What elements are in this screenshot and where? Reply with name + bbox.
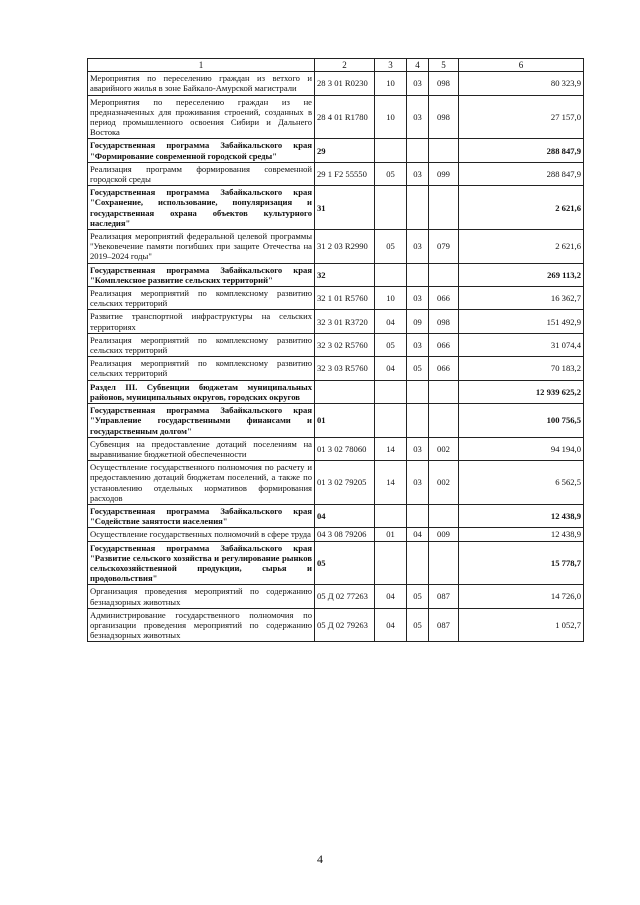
row-section-cell [375,380,407,403]
row-vr-cell: 002 [429,461,459,505]
row-name-cell: Государственная программа Забайкальского края "Управление государственными финансами и государственным долгом" [88,404,315,438]
row-vr-cell: 066 [429,333,459,356]
row-amount-cell: 70 183,2 [459,357,584,380]
row-code-cell: 29 1 F2 55550 [315,162,375,185]
table-row [88,504,584,527]
table-header-row [88,59,584,72]
row-name-cell: Реализация мероприятий по комплексному развитию сельских территорий [88,357,315,380]
column-header: 6 [459,59,584,72]
table-row [88,287,584,310]
column-header: 2 [315,59,375,72]
row-amount-cell: 288 847,9 [459,162,584,185]
row-subsection-cell: 03 [407,230,429,264]
row-code-cell: 01 3 02 79205 [315,461,375,505]
row-section-cell: 05 [375,333,407,356]
row-name-cell: Реализация мероприятий федеральной целевой программы "Увековечение памяти погибших при защите Отечества на 2019–2024 годы" [88,230,315,264]
row-subsection-cell [407,263,429,286]
row-name-cell: Раздел III. Субвенции бюджетам муниципальных районов, муниципальных округов, городских округов [88,380,315,403]
row-subsection-cell: 03 [407,72,429,95]
page-number: 4 [317,852,323,866]
row-section-cell: 05 [375,162,407,185]
row-section-cell: 14 [375,437,407,460]
table-row [88,437,584,460]
row-subsection-cell [407,139,429,162]
row-amount-cell: 100 756,5 [459,404,584,438]
row-code-cell: 05 Д 02 77263 [315,585,375,608]
row-code-cell: 32 3 02 R5760 [315,333,375,356]
row-section-cell: 10 [375,95,407,139]
row-name-cell: Осуществление государственных полномочий в сфере труда [88,528,315,541]
table-row [88,162,584,185]
row-vr-cell [429,404,459,438]
row-amount-cell: 2 621,6 [459,186,584,230]
row-vr-cell: 066 [429,287,459,310]
table-row [88,380,584,403]
row-section-cell [375,263,407,286]
row-code-cell: 32 1 01 R5760 [315,287,375,310]
row-subsection-cell: 03 [407,461,429,505]
row-name-cell: Государственная программа Забайкальского края "Сохранение, использование, популяризация и государственная охрана объектов культурного наследия" [88,186,315,230]
row-subsection-cell [407,504,429,527]
row-name-cell: Государственная программа Забайкальского края "Развитие сельского хозяйства и регулирование рынков сельскохозяйственной продукции, сырья и продовольствия" [88,541,315,585]
row-name-cell: Мероприятия по переселению граждан из ветхого и аварийного жилья в зоне Байкало-Амурской магистрали [88,72,315,95]
row-amount-cell: 12 939 625,2 [459,380,584,403]
row-code-cell: 28 4 01 R1780 [315,95,375,139]
row-subsection-cell: 05 [407,585,429,608]
row-code-cell: 04 3 08 79206 [315,528,375,541]
row-vr-cell [429,186,459,230]
row-code-cell: 32 3 01 R3720 [315,310,375,333]
row-section-cell: 04 [375,608,407,642]
row-name-cell: Государственная программа Забайкальского края "Содействие занятости населения" [88,504,315,527]
row-name-cell: Организация проведения мероприятий по содержанию безнадзорных животных [88,585,315,608]
row-name-cell: Реализация мероприятий по комплексному развитию сельских территорий [88,287,315,310]
row-vr-cell [429,139,459,162]
row-section-cell [375,504,407,527]
row-name-cell: Мероприятия по переселению граждан из не предназначенных для проживания строений, созданных в период промышленного освоения Сибири и Дальнего Востока [88,95,315,139]
row-amount-cell: 31 074,4 [459,333,584,356]
row-section-cell [375,541,407,585]
row-section-cell [375,404,407,438]
row-amount-cell: 80 323,9 [459,72,584,95]
row-subsection-cell [407,404,429,438]
table-row [88,263,584,286]
row-section-cell: 10 [375,72,407,95]
row-code-cell: 29 [315,139,375,162]
table-row [88,585,584,608]
row-vr-cell [429,541,459,585]
row-amount-cell: 288 847,9 [459,139,584,162]
row-code-cell: 05 Д 02 79263 [315,608,375,642]
row-amount-cell: 151 492,9 [459,310,584,333]
row-code-cell: 31 [315,186,375,230]
row-section-cell: 10 [375,287,407,310]
table-row [88,528,584,541]
row-name-cell: Администрирование государственного полномочия по организации проведения мероприятий по содержанию безнадзорных животных [88,608,315,642]
row-section-cell: 05 [375,230,407,264]
table-row [88,72,584,95]
row-code-cell: 01 3 02 78060 [315,437,375,460]
row-section-cell: 04 [375,357,407,380]
row-name-cell: Реализация программ формирования современной городской среды [88,162,315,185]
table-row [88,541,584,585]
column-header: 4 [407,59,429,72]
row-amount-cell: 94 194,0 [459,437,584,460]
row-code-cell: 32 3 03 R5760 [315,357,375,380]
row-subsection-cell: 03 [407,333,429,356]
table-row [88,230,584,264]
row-amount-cell: 269 113,2 [459,263,584,286]
row-vr-cell: 002 [429,437,459,460]
row-amount-cell: 14 726,0 [459,585,584,608]
row-code-cell [315,380,375,403]
row-vr-cell: 087 [429,585,459,608]
row-code-cell: 32 [315,263,375,286]
row-subsection-cell: 03 [407,437,429,460]
row-subsection-cell: 04 [407,528,429,541]
row-section-cell: 14 [375,461,407,505]
row-vr-cell: 099 [429,162,459,185]
row-vr-cell [429,504,459,527]
row-amount-cell: 12 438,9 [459,528,584,541]
table-row [88,333,584,356]
row-subsection-cell: 03 [407,95,429,139]
column-header: 5 [429,59,459,72]
row-amount-cell: 1 052,7 [459,608,584,642]
row-name-cell: Государственная программа Забайкальского края "Формирование современной городской среды" [88,139,315,162]
row-section-cell: 04 [375,585,407,608]
row-vr-cell: 098 [429,310,459,333]
row-name-cell: Развитие транспортной инфраструктуры на сельских территориях [88,310,315,333]
row-amount-cell: 2 621,6 [459,230,584,264]
row-code-cell: 31 2 03 R2990 [315,230,375,264]
row-section-cell: 04 [375,310,407,333]
row-amount-cell: 16 362,7 [459,287,584,310]
table-row [88,608,584,642]
row-name-cell: Реализация мероприятий по комплексному развитию сельских территорий [88,333,315,356]
row-subsection-cell: 05 [407,357,429,380]
row-vr-cell [429,380,459,403]
row-vr-cell: 009 [429,528,459,541]
row-vr-cell: 098 [429,72,459,95]
row-subsection-cell [407,380,429,403]
row-code-cell: 05 [315,541,375,585]
budget-table [87,58,584,642]
row-subsection-cell: 09 [407,310,429,333]
row-subsection-cell [407,541,429,585]
row-name-cell: Субвенция на предоставление дотаций поселениям на выравнивание бюджетной обеспеченности [88,437,315,460]
table-row [88,357,584,380]
row-name-cell: Государственная программа Забайкальского края "Комплексное развитие сельских территорий" [88,263,315,286]
row-code-cell: 01 [315,404,375,438]
table-row [88,404,584,438]
row-amount-cell: 27 157,0 [459,95,584,139]
row-amount-cell: 12 438,9 [459,504,584,527]
row-vr-cell: 079 [429,230,459,264]
table-row [88,139,584,162]
table-row [88,186,584,230]
table-row [88,461,584,505]
row-amount-cell: 6 562,5 [459,461,584,505]
column-header: 3 [375,59,407,72]
row-section-cell [375,139,407,162]
row-code-cell: 28 3 01 R0230 [315,72,375,95]
row-name-cell: Осуществление государственного полномочия по расчету и предоставлению дотаций бюджетам поселений, а также по установлению отдельных нормативов формирования расходов [88,461,315,505]
table-row [88,95,584,139]
row-subsection-cell: 03 [407,287,429,310]
row-vr-cell: 087 [429,608,459,642]
row-code-cell: 04 [315,504,375,527]
row-subsection-cell [407,186,429,230]
column-header: 1 [88,59,315,72]
row-subsection-cell: 03 [407,162,429,185]
row-amount-cell: 15 778,7 [459,541,584,585]
row-section-cell [375,186,407,230]
row-section-cell: 01 [375,528,407,541]
table-row [88,310,584,333]
row-subsection-cell: 05 [407,608,429,642]
row-vr-cell: 066 [429,357,459,380]
row-vr-cell: 098 [429,95,459,139]
row-vr-cell [429,263,459,286]
